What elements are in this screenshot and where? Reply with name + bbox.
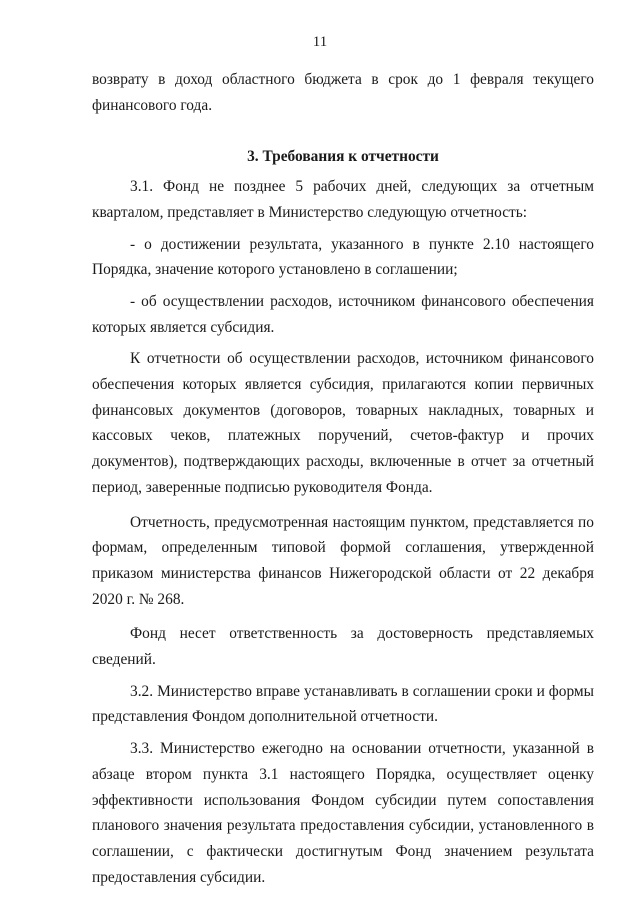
intro-continuation-paragraph: возврату в доход областного бюджета в срок до 1 февраля текущего финансового года. <box>92 71 594 114</box>
paragraph-expenses-item: - об осуществлении расходов, источником финансового обеспечения которых является субсидия. <box>92 292 594 336</box>
paragraph-3-2: 3.2. Министерство вправе устанавливать в соглашении сроки и формы представления Фондом дополнительной отчетности. <box>92 682 594 726</box>
paragraph-result-item: - о достижении результата, указанного в пункте 2.10 настоящего Порядка, значение которого установлено в соглашении; <box>92 235 594 279</box>
paragraph-responsibility: Фонд несет ответственность за достоверность представляемых сведений. <box>92 625 594 669</box>
page-number: 11 <box>312 34 328 50</box>
section-heading: 3. Требования к отчетности <box>247 148 439 166</box>
paragraph-attachments: К отчетности об осуществлении расходов, источником финансового обеспечения которых является субсидия, прилагаются копии первичных финансовых документов (договоров, товарных накладных, товарных и кассовых чеков, платежных поручений, счетов-фактур и прочих документов), подтверждающих расходы, включенные в отчет за отчетный период, заверенные подписью руководителя Фонда. <box>92 350 594 496</box>
paragraph-3-3: 3.3. Министерство ежегодно на основании отчетности, указанной в абзаце втором пункта 3.1 настоящего Порядка, осуществляет оценку эффективности использования Фондом субсидии путем сопоставления планового значения результата предоставления субсидии, установленного в соглашении, с фактически достигнутым Фонд значением результата предоставления субсидии. <box>92 740 594 886</box>
paragraph-3-1: 3.1. Фонд не позднее 5 рабочих дней, следующих за отчетным кварталом, представляет в Министерство следующую отчетность: <box>92 178 594 221</box>
document-body <box>92 67 594 890</box>
paragraph-report-forms: Отчетность, предусмотренная настоящим пунктом, представляется по формам, определенным типовой формой соглашения, утвержденной приказом министерства финансов Нижегородской области от 22 декабря 2020 г. № 268. <box>92 513 594 608</box>
